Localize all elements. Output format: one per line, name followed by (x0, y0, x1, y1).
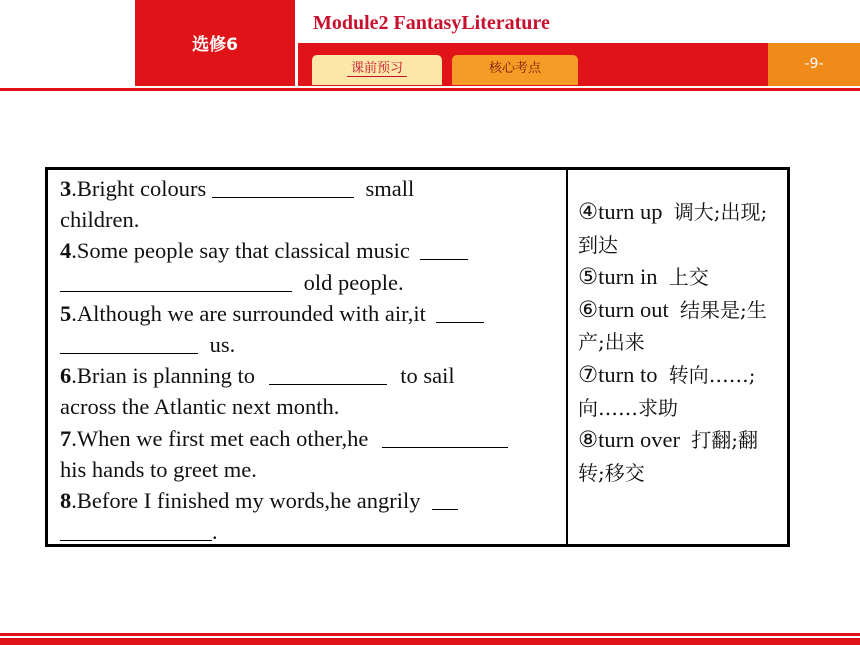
phrase-en: ④turn up (578, 199, 663, 224)
exercise-text: old people. (303, 269, 404, 295)
phrase-item (578, 294, 778, 359)
answer-blank[interactable] (382, 425, 508, 448)
exercise-text: us. (209, 332, 236, 358)
exercise-item: 7.When we first met each other,he his hands to greet me. (60, 423, 558, 485)
exercise-text: children. (60, 207, 140, 233)
phrase-cn: 转向……;向……求助 (578, 362, 756, 420)
phrase-cn: 调大;出现;到达 (578, 200, 768, 257)
phrase-en: ⑦turn to (578, 361, 658, 387)
phrase-cn: 上交 (668, 265, 709, 290)
phrase-item (578, 196, 778, 261)
exercise-number: 6 (60, 363, 72, 389)
exercise-number: 7 (60, 425, 72, 451)
exercise-number: 4 (60, 238, 72, 264)
exercise-text: his hands to greet me. (60, 456, 257, 482)
exercise-text: to sail (400, 363, 455, 389)
book-label: 选修6 (192, 35, 238, 55)
exercise-text: Although we are surrounded with air,it (76, 300, 426, 326)
exercise-text: . (212, 519, 218, 545)
exercise-item: 3.Bright colours small children. (60, 176, 415, 233)
tab-core-points-label: 核心考点 (488, 61, 541, 76)
exercise-table (45, 167, 790, 547)
footer-bar (0, 638, 860, 645)
answer-blank[interactable] (432, 487, 458, 510)
phrase-cn: 结果是;生产;出来 (578, 297, 767, 355)
exercise-text: Bright colours (76, 176, 207, 201)
tab-core-points[interactable] (452, 55, 578, 85)
exercise-text: across the Atlantic next month. (60, 394, 340, 420)
phrase-en: ⑧turn over (578, 427, 681, 453)
answer-blank[interactable] (420, 237, 468, 260)
phrase-item (578, 424, 778, 489)
exercise-text: Brian is planning to (76, 363, 255, 389)
phrase-en: ⑤turn in (578, 264, 658, 290)
exercise-item: 6.Brian is planning to to sail across the Atlantic next month. (60, 363, 455, 420)
answer-blank[interactable] (60, 269, 292, 292)
answer-blank[interactable] (60, 331, 198, 354)
answer-blank[interactable] (269, 362, 387, 385)
answer-blank[interactable] (212, 175, 354, 198)
column-divider (566, 170, 568, 544)
phrase-item (578, 261, 778, 294)
module-title: Module2 FantasyLiterature (313, 12, 550, 34)
exercise-item: 5.Although we are surrounded with air,it us. (60, 298, 558, 360)
answer-blank[interactable] (436, 300, 484, 323)
page-number: -9- (768, 43, 860, 86)
exercise-item: 4.Some people say that classical music old people. (60, 235, 558, 297)
phrase-list (578, 196, 778, 489)
exercise-text: When we first met each other,he (76, 425, 369, 451)
phrase-item (578, 359, 778, 424)
answer-blank[interactable] (60, 518, 212, 541)
exercise-number: 3 (60, 176, 72, 201)
phrase-en: ⑥turn out (578, 296, 669, 322)
tab-preview[interactable] (312, 55, 442, 85)
exercise-text: small (365, 176, 415, 201)
exercise-text: Before I finished my words,he angrily (76, 488, 421, 514)
exercise-number: 5 (60, 300, 72, 326)
footer-line (0, 633, 860, 636)
exercise-number: 8 (60, 488, 72, 514)
tab-preview-label: 课前预习 (347, 61, 407, 77)
book-label-block (135, 0, 295, 86)
exercise-text: Some people say that classical music (76, 238, 410, 264)
exercise-list (60, 173, 558, 547)
exercise-item: 8.Before I finished my words,he angrily . (60, 485, 558, 547)
header-divider (0, 88, 860, 91)
phrase-cn: 打翻;翻转;移交 (578, 428, 759, 485)
